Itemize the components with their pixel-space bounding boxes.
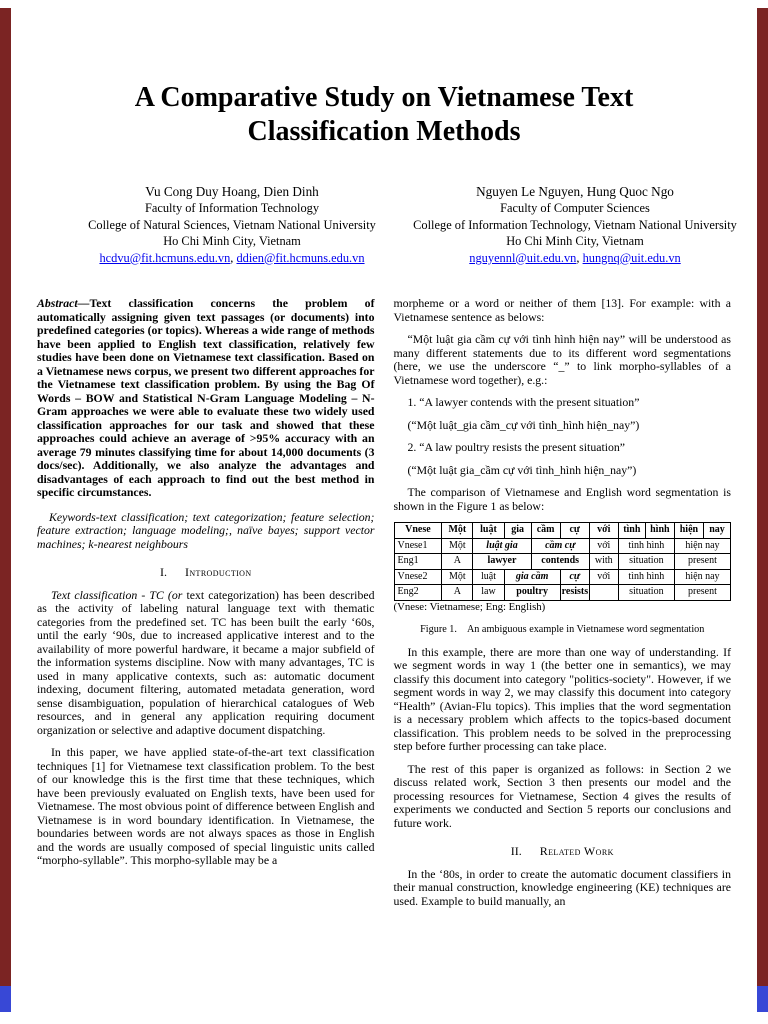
left-column (37, 297, 375, 917)
introduction-paragraph-2: In this paper, we have applied state-of-the-art text classification techniques [1] for Vietnamese text classification problem. To the best of our knowledge this is the first time that these techniques, which have been previously evaluated on English texts, have been used for Vietnamese. The most obvious point of difference between English and Vietnamese is in word boundary identification. In Vietnamese, the boundaries between words are not always spaces as those in English and the words are usually composed of special linguistic units called “morpho-syllable”. This morpho-syllable may be a (37, 745, 375, 867)
table-cell: situation (618, 585, 674, 601)
abstract-text: Text classification concerns the problem of automatically assigning given text passages (or documents) into predefined categories (or topics). Whereas a wide range of methods have been applied to English text classification, relatively few studies have been done on Vietnamese text classification. Based on a Vietnamese news corpus, we present two different approaches for the Vietnamese text classification problem. By using the Bag Of Words – BOW and Statistical N-Gram Language Modeling – N-Gram approaches we were able to evaluate these two widely used classification approaches for our task and showed that these approaches could achieve an average of >95% accuracy with an average 79 minutes classifying time for about 14,000 documents (3 docs/sec). Additionally, we also analyze the advantages and disadvantages of each approach to find out the best method in specific circumstances. (37, 296, 375, 499)
table-cell: tình hình (618, 569, 674, 585)
author-affiliation-line: Faculty of Computer Sciences (500, 201, 650, 216)
author-affiliation-line: College of Information Technology, Vietnam National University (413, 217, 737, 232)
table-cell: contends (531, 554, 589, 570)
table-cell: gia cầm (504, 569, 560, 585)
table-header-cell: hiện (674, 523, 703, 539)
table-header-cell: nay (703, 523, 730, 539)
figure1-caption (394, 623, 732, 637)
example-item-2-english: 2. “A law poultry resists the present situation” (407, 440, 626, 454)
table-cell: with (589, 554, 618, 570)
section-title: Related Work (539, 844, 614, 858)
paper-title: A Comparative Study on Vietnamese Text Classification Methods (134, 81, 634, 147)
example-item-1-vietnamese: (“Một luật_gia cầm_cự với tình_hình hiện_nay”) (407, 417, 640, 432)
table-header-cell: gia (504, 523, 531, 539)
table-header-cell: Một (442, 523, 473, 539)
author-names: Nguyen Le Nguyen, Hung Quoc Ngo (476, 184, 674, 199)
table-cell: luật gia (473, 538, 531, 554)
table-cell: tình hình (618, 538, 674, 554)
table-cell: resists (560, 585, 589, 601)
email-link[interactable]: hungnq@uit.edu.vn (582, 250, 681, 265)
table-cell: lawyer (473, 554, 531, 570)
table-cell: present (674, 554, 730, 570)
abstract-label: Abstract— (37, 296, 90, 310)
table-cell: situation (618, 554, 674, 570)
body-paragraph: In this example, there are more than one way of understanding. If we segment words in way 1 (the better one in semantics), we may classify this document into category "politics-society". However, if we segment words in way 2, we may classify this document into category “Health” (Avian-Flu topics). This implies that the word segmentation is a necessary problem which affects to the topics-based document classification. This problem needs to be solved in the preprocessing step before further processing can take place. (393, 644, 731, 753)
author-names: Vu Cong Duy Hoang, Dien Dinh (145, 184, 319, 199)
table-cell: với (589, 569, 618, 585)
table-header-cell: cự (560, 523, 589, 539)
section-numeral: II. (510, 844, 522, 858)
table-header-cell: Vnese (394, 523, 442, 539)
author-emails (408, 250, 742, 266)
introduction-paragraph-1 (37, 589, 375, 738)
table-cell: với (589, 538, 618, 554)
table-header-cell: cầm (531, 523, 560, 539)
table-header-cell: tình (618, 523, 645, 539)
author-affiliation-line: Ho Chi Minh City, Vietnam (506, 234, 644, 249)
table-cell: poultry (504, 585, 560, 601)
intro-lead-italic: Text classification - TC (or (51, 587, 187, 602)
intro-rest: text categorization) has been described as the activity of labeling natural language text with thematic categories from the predefined set. TC has been built the early ‘60s, until the early ‘90s, due to increased applicative interest and to the availability of more powerful hardware, it became a major subfield of the information systems discipline. Now with many advantages, TC is used in many applicative contexts, such as: automatic document indexing, document filtering, automated metadata generation, word sense disambiguation, population of hierarchical catalogues of Web resources, and in general any application requiring document organization or selective and adaptive document dispatching. (37, 587, 375, 737)
viewer-blue-strip (757, 986, 768, 1012)
section-title: Introduction (184, 565, 252, 579)
email-link[interactable]: ddien@fit.hcmuns.edu.vn (236, 250, 365, 265)
author-emails (58, 250, 406, 266)
table-legend-note: (Vnese: Vietnamese; Eng: English) (393, 600, 546, 613)
table-header-cell: với (589, 523, 618, 539)
table-row (394, 554, 731, 570)
table-cell: luật (473, 569, 504, 585)
author-affiliation-line: Faculty of Information Technology (144, 201, 320, 216)
table-cell: law (473, 585, 504, 601)
email-separator: , (230, 250, 237, 265)
right-column (394, 297, 732, 917)
author-affiliation-line: College of Natural Sciences, Vietnam National University (88, 217, 376, 232)
keywords-paragraph: Keywords-text classification; text categorization; feature selection; feature extraction; language modeling;, naïve bayes; support vector machines; k-nearest neighbours (37, 509, 375, 551)
table-row-label: Vnese1 (394, 538, 442, 554)
example-item-1-english: 1. “A lawyer contends with the present situation” (407, 395, 640, 409)
viewer-blue-strip (0, 986, 11, 1012)
author-affiliation-line: Ho Chi Minh City, Vietnam (163, 234, 301, 249)
table-row (394, 538, 731, 554)
table-cell: Một (442, 538, 473, 554)
table-row-label: Vnese2 (394, 569, 442, 585)
related-work-paragraph: In the ‘80s, in order to create the automatic document classifiers in their manual construction, knowledge engineering (KE) techniques are used. Example to build manually, an (393, 866, 731, 908)
table-cell: A (442, 554, 473, 570)
figure-caption-label: Figure 1. (420, 624, 457, 635)
table-cell: cự (560, 569, 589, 585)
table-cell: cầm cự (531, 538, 589, 554)
body-paragraph: “Một luật gia cầm cự với tình hình hiện nay” will be understood as many different statements due to its different word segmentations (here, we use the underscore “_” to link morpho-syllables of a Vietnamese word together), e.g.: (393, 332, 731, 387)
table-row (394, 585, 731, 601)
viewer-background-left-edge (0, 8, 11, 1012)
email-link[interactable]: nguyennl@uit.edu.vn (469, 250, 577, 265)
table-row-label: Eng1 (394, 554, 442, 570)
table-row-label: Eng2 (394, 585, 442, 601)
viewer-maroon-strip (0, 8, 11, 986)
table-cell: hiện nay (674, 538, 730, 554)
section-heading-related-work (394, 845, 732, 859)
table-cell: Một (442, 569, 473, 585)
body-paragraph: morpheme or a word or neither of them [13]. For example: with a Vietnamese sentence as belows: (393, 296, 731, 324)
body-paragraph: The comparison of Vietnamese and English word segmentation is shown in the Figure 1 as below: (393, 485, 731, 513)
two-column-body (37, 297, 731, 917)
author-block-left (58, 184, 406, 266)
author-block-right (408, 184, 742, 266)
viewer-maroon-strip (757, 8, 768, 986)
email-separator: , (576, 250, 583, 265)
table-header-row (394, 523, 731, 539)
body-paragraph: The rest of this paper is organized as follows: in Section 2 we discuss related work, Section 3 then presents our model and the processing resources for Vietnamese, Section 4 gives the results of experiments we conducted and Section 5 reports our conclusions and future work. (393, 761, 731, 830)
figure-caption-text: An ambiguous example in Vietnamese word segmentation (466, 624, 705, 635)
figure1-table (394, 522, 732, 601)
table-cell: present (674, 585, 730, 601)
table-cell: hiện nay (674, 569, 730, 585)
email-link[interactable]: hcdvu@fit.hcmuns.edu.vn (99, 250, 231, 265)
table-row (394, 569, 731, 585)
example-item-2-vietnamese: (“Một luật gia_cầm cự với tình_hình hiện_nay”) (407, 462, 637, 477)
table-cell (589, 585, 618, 601)
section-numeral: I. (159, 565, 167, 579)
abstract-paragraph (37, 297, 375, 500)
table-header-cell: hình (645, 523, 674, 539)
section-heading-introduction (37, 566, 375, 580)
viewer-background-right-edge (757, 8, 768, 1012)
table-header-cell: luật (473, 523, 504, 539)
table-cell: A (442, 585, 473, 601)
